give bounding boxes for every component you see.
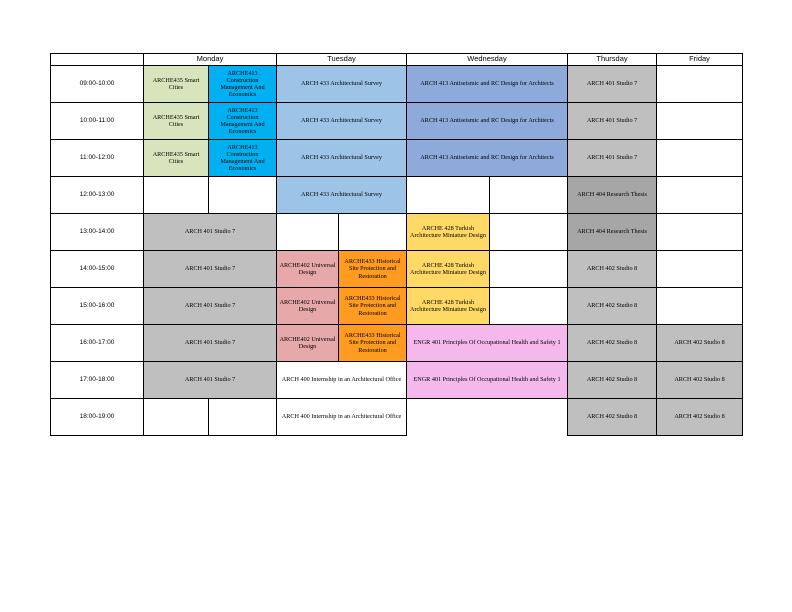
time-slot-label: 16:00-17:00 [51, 325, 144, 362]
empty-cell [209, 399, 277, 436]
course-cell: ARCH 402 Studio 8 [657, 325, 743, 362]
course-cell: ARCH 413 Antiseismic and RC Design for Architects [407, 103, 568, 140]
course-cell: ARCHE413 Construction Management And Economics [209, 103, 277, 140]
empty-cell [657, 140, 743, 177]
time-slot-label: 13:00-14:00 [51, 214, 144, 251]
course-cell: ARCHE 428 Turkish Architecture Miniature Design [407, 288, 490, 325]
course-cell: ARCH 433 Architectural Survey [277, 177, 407, 214]
corner-header-cell [51, 54, 144, 66]
schedule-body [51, 66, 743, 436]
course-cell: ENGR 401 Principles Of Occupational Health and Safety 1 [407, 362, 568, 399]
course-cell: ARCH 401 Studio 7 [144, 214, 277, 251]
schedule-row [51, 140, 743, 177]
course-cell: ARCH 433 Architectural Survey [277, 103, 407, 140]
schedule-row [51, 399, 743, 436]
time-slot-label: 09:00-10:00 [51, 66, 144, 103]
empty-cell [144, 177, 209, 214]
empty-cell [490, 251, 568, 288]
schedule-row [51, 177, 743, 214]
time-slot-label: 10:00-11:00 [51, 103, 144, 140]
course-cell: ARCH 400 Internship in an Architectural Office [277, 362, 407, 399]
course-cell: ARCHE402 Universal Design [277, 325, 339, 362]
empty-cell [657, 177, 743, 214]
course-cell: ARCHE433 Historical Site Protection and Restoration [339, 325, 407, 362]
empty-cell [657, 66, 743, 103]
course-cell: ARCH 413 Antiseismic and RC Design for Architects [407, 140, 568, 177]
schedule-row [51, 362, 743, 399]
schedule-row [51, 214, 743, 251]
empty-cell [657, 288, 743, 325]
course-cell: ARCH 433 Architectural Survey [277, 140, 407, 177]
course-cell: ARCH 402 Studio 8 [568, 288, 657, 325]
course-cell: ARCHE433 Historical Site Protection and Restoration [339, 288, 407, 325]
course-cell: ARCH 401 Studio 7 [144, 362, 277, 399]
empty-cell [490, 177, 568, 214]
course-cell: ARCHE435 Smart Cities [144, 103, 209, 140]
empty-cell [490, 288, 568, 325]
day-header-friday: Friday [657, 54, 743, 66]
empty-cell [339, 214, 407, 251]
course-cell: ARCHE433 Historical Site Protection and Restoration [339, 251, 407, 288]
course-cell: ARCH 402 Studio 8 [657, 399, 743, 436]
course-cell: ARCHE402 Universal Design [277, 288, 339, 325]
day-header-tuesday: Tuesday [277, 54, 407, 66]
time-slot-label: 14:00-15:00 [51, 251, 144, 288]
course-cell: ARCH 401 Studio 7 [144, 325, 277, 362]
time-slot-label: 18:00-19:00 [51, 399, 144, 436]
course-cell: ARCHE435 Smart Cities [144, 140, 209, 177]
empty-cell [407, 177, 490, 214]
course-cell: ARCH 413 Antiseismic and RC Design for Architects [407, 66, 568, 103]
course-cell: ARCH 400 Internship in an Architectural Office [277, 399, 407, 436]
empty-cell [209, 177, 277, 214]
course-cell: ENGR 401 Principles Of Occupational Health and Safety 1 [407, 325, 568, 362]
empty-cell [407, 399, 568, 436]
schedule-row [51, 288, 743, 325]
course-cell: ARCH 404 Research Thesis [568, 177, 657, 214]
schedule-row [51, 66, 743, 103]
empty-cell [490, 214, 568, 251]
day-header-monday: Monday [144, 54, 277, 66]
schedule-row [51, 325, 743, 362]
empty-cell [657, 103, 743, 140]
time-slot-label: 11:00-12:00 [51, 140, 144, 177]
course-cell: ARCHE402 Universal Design [277, 251, 339, 288]
time-slot-label: 12:00-13:00 [51, 177, 144, 214]
empty-cell [657, 214, 743, 251]
course-cell: ARCHE 428 Turkish Architecture Miniature Design [407, 251, 490, 288]
course-cell: ARCH 402 Studio 8 [568, 399, 657, 436]
empty-cell [657, 251, 743, 288]
empty-cell [144, 399, 209, 436]
empty-cell [277, 214, 339, 251]
course-cell: ARCH 401 Studio 7 [568, 103, 657, 140]
course-cell: ARCH 401 Studio 7 [144, 251, 277, 288]
course-cell: ARCH 404 Research Thesis [568, 214, 657, 251]
course-cell: ARCH 402 Studio 8 [568, 325, 657, 362]
course-cell: ARCH 401 Studio 7 [144, 288, 277, 325]
course-cell: ARCHE413 Construction Management And Economics [209, 66, 277, 103]
course-cell: ARCHE 428 Turkish Architecture Miniature Design [407, 214, 490, 251]
course-cell: ARCH 402 Studio 8 [657, 362, 743, 399]
time-slot-label: 15:00-16:00 [51, 288, 144, 325]
course-cell: ARCH 402 Studio 8 [568, 251, 657, 288]
course-cell: ARCH 401 Studio 7 [568, 66, 657, 103]
course-cell: ARCH 402 Studio 8 [568, 362, 657, 399]
course-cell: ARCHE413 Construction Management And Economics [209, 140, 277, 177]
day-header-thursday: Thursday [568, 54, 657, 66]
schedule-row [51, 103, 743, 140]
weekly-schedule-table [50, 53, 743, 436]
schedule-row [51, 251, 743, 288]
time-slot-label: 17:00-18:00 [51, 362, 144, 399]
course-cell: ARCH 433 Architectural Survey [277, 66, 407, 103]
day-header-row [51, 54, 743, 66]
course-cell: ARCHE435 Smart Cities [144, 66, 209, 103]
course-cell: ARCH 401 Studio 7 [568, 140, 657, 177]
day-header-wednesday: Wednesday [407, 54, 568, 66]
